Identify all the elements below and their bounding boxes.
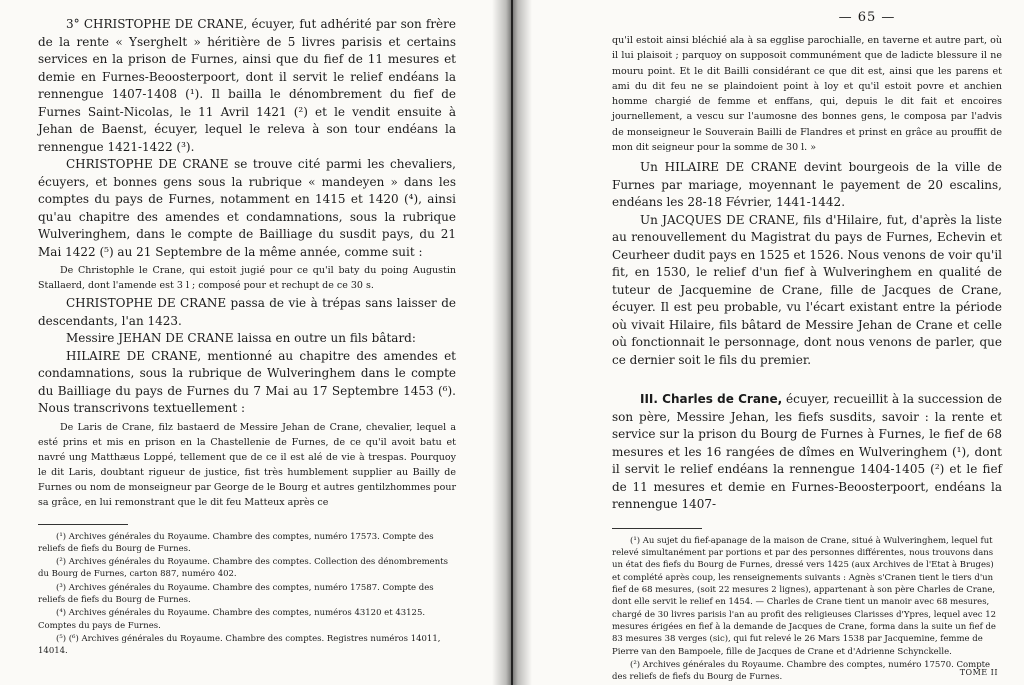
paragraph-christophe-fief: 3° CHRISTOPHE DE CRANE, écuyer, fut adhérité par son frère de la rente « Yserghelt » héritière de 5 livres parisis et certains services en la prison de Furnes, ainsi que du fief de 11 mesures et demie en Furnes-Beoosterpoort, dont il servit le relief endéans la rennengue 1407-1408 (¹). Il bailla le dénombrement du fief de Furnes Saint-Nicolas, le 11 Avril 1421 (²) et le vendit ensuite à Jehan de Baenst, écuyer, lequel le releva à son tour endéans la rennengue 1421-1422 (³). — [38, 17, 456, 154]
paragraph-hilaire-bourgeois: Un HILAIRE DE CRANE devint bourgeois de la ville de Furnes par mariage, moyennant le payement de 20 escalins, endéans les 28-18 Février, 1441-1442. — [612, 160, 1002, 210]
left-footnotes — [38, 531, 456, 658]
footnote-divider-right — [612, 528, 702, 529]
footnote-5-6: (⁵) (⁶) Archives générales du Royaume. Chambre des comptes. Registres numéros 14011, 14014. — [38, 633, 441, 657]
page-number: — 65 — — [838, 10, 896, 25]
tome-label: TOME II — [959, 668, 998, 677]
right-footnotes — [612, 535, 1002, 684]
paragraph-christophe-death: CHRISTOPHE DE CRANE passa de vie à trépas sans laisser de descendants, l'an 1423. — [38, 296, 456, 328]
paragraph-christophe-cite: CHRISTOPHE DE CRANE se trouve cité parmi les chevaliers, écuyers, et bonnes gens sous la rubrique « mandeyen » dans les comptes du pays de Furnes, notamment en 1415 et 1420 (⁴), ainsi qu'au chapitre des amendes et condamnations, sous la rubrique Wulveringhem, dans le compte de Bailliage du susdit pays, du 21 Mai 1422 (⁵) au 21 Septembre de la même année, comme suit : — [38, 157, 456, 259]
quote-christophle: De Christophle le Crane, qui estoit jugié pour ce qu'il baty du poing Augustin Stallaerd, dont l'amende est 3 l ; composé pour et rechupt de ce 30 s. — [38, 265, 456, 291]
footnote-r1: (¹) Au sujet du fief-apanage de la maison de Crane, situé à Wulveringhem, lequel fut relevé simultanément par portions et par des personnes différentes, nous trouvons dans un état des fiefs du Bourg de Furnes, dressé vers 1425 (aux Archives de l'Etat à Bruges) et complété après coup, les renseignements suivants : Agnès s'Cranen tient le tiers d'un fief de 68 mesures, (soit 22 mesures 2 lignes), appartenant à son père Charles de Crane, dont elle servit le relief en 1454. — Charles de Crane tient un manoir avec 68 mesures, chargé de 30 livres parisis l'an au profit des religieuses Clarisses d'Ypres, lequel avec 12 mesures érigées en fief à la demande de Jacques de Crane, forma dans la suite un fief de 83 mesures 38 verges (sic), qui fut relevé le 26 Mars 1538 par Jacquemine, femme de Pierre van den Bampoele, fille de Jacques de Crane et d'Adrienne Schynckelle. — [612, 535, 997, 657]
quote-laris: De Laris de Crane, filz bastaerd de Messire Jehan de Crane, chevalier, lequel a esté prins et mis en prison en la Chastellenie de Furnes, de ce qu'il avoit batu et navré ung Matthæus Loppé, tellement que de ce il est alé de vie à trespas. Pourquoy le dit Laris, doubtant rigueur de justice, fist très humblement supplier au Bailly de Furnes ou nom de monseigneur par George de le Bourg et autres gentilzhommes pour sa grâce, en lui remonstrant que le dit feu Matteux après ce — [38, 421, 456, 508]
footnote-3: (³) Archives générales du Royaume. Chambre des comptes, numéro 17587. Compte des reliefs de fiefs du Bourg de Furnes. — [38, 582, 434, 605]
section-text: écuyer, recueillit à la succession de son père, Messire Jehan, les fiefs susdits, savoir : la rente et service sur la prison du Bourg de Furnes à Furnes, le fief de 68 mesures et les 16 rangées de dîmes en Wulveringhem (¹), dont il servit le relief endéans la rennengue 1404-1405 (²) et le fief de 11 mesures et demie en Furnes-Beoosterpoort, endéans la rennengue 1407- — [612, 392, 1002, 512]
paragraph-jehan-bastard: Messire JEHAN DE CRANE laissa en outre un fils bâtard: — [66, 331, 416, 345]
left-body — [38, 16, 456, 261]
book-gutter — [492, 0, 532, 685]
paragraph-jacques: Un JACQUES DE CRANE, fils d'Hilaire, fut, d'après la liste au renouvellement du Magistrat du pays de Furnes, Echevin et Ceurheer dudit pays en 1525 et 1526. Nous venons de voir qu'il fit, en 1530, le relief d'un fief à Wulveringhem en qualité de tuteur de Jacquemine de Crane, fille de Jacques de Crane, écuyer. Il est peu probable, vu l'écart existant entre la période où vivait Hilaire, fils bâtard de Messire Jehan de Crane et celle où fonctionnait le personnage, dont nous venons de parler, que ce dernier soit le fils du premier. — [612, 212, 1002, 367]
paragraph-hilaire: HILAIRE DE CRANE, mentionné au chapitre des amendes et condamnations, sous la rubrique de Wulveringhem dans le compte du Bailliage du pays de Furnes du 7 Mai au 17 Septembre 1453 (⁶). Nous transcrivons textuellement : — [38, 348, 456, 415]
section-charles — [612, 391, 1002, 514]
footnote-4: (⁴) Archives générales du Royaume. Chambre des comptes, numéros 43120 et 43125. Comptes du pays de Furnes. — [38, 608, 426, 631]
right-page — [528, 0, 1024, 685]
footnote-divider — [38, 524, 128, 525]
right-body — [612, 159, 1002, 369]
footnote-1: (¹) Archives générales du Royaume. Chambre des comptes, numéro 17573. Compte des reliefs de fiefs du Bourg de Furnes. — [38, 531, 434, 554]
section-gap — [612, 369, 1002, 391]
left-page — [0, 0, 496, 685]
footnote-2: (²) Archives générales du Royaume. Chambre des comptes. Collection des dénombrements du Bourg de Furnes, carton 887, numéro 402. — [38, 557, 448, 580]
footnote-r2: (²) Archives générales du Royaume. Chambre des comptes, numéro 17570. Compte des reliefs de fiefs du Bourg de Furnes. — [612, 659, 991, 683]
section-heading: III. Charles de Crane, — [640, 392, 783, 407]
left-body-2 — [38, 295, 456, 418]
quote-continuation: qu'il estoit ainsi bléchié ala à sa egglise parochialle, en taverne et autre part, où il lui plaisoit ; parquoy on supposoit communément que de ladicte blessure il ne mouru point. Et le dit Bailli considérant ce que dit est, ainsi que les parens et ami du dit feu ne se plaindoient point à loy et qu'il estoit povre et anchien homme chargié de femme et enffans, qui, depuis le dit fait et encoires journellement, a vescu sur l'aumosne des bonnes gens, le composa par l'advis de monseigneur le Souverain Bailli de Flandres et prinst en grâce au prouffit de mon dit seigneur pour la somme de 30 l. » — [612, 35, 1002, 154]
